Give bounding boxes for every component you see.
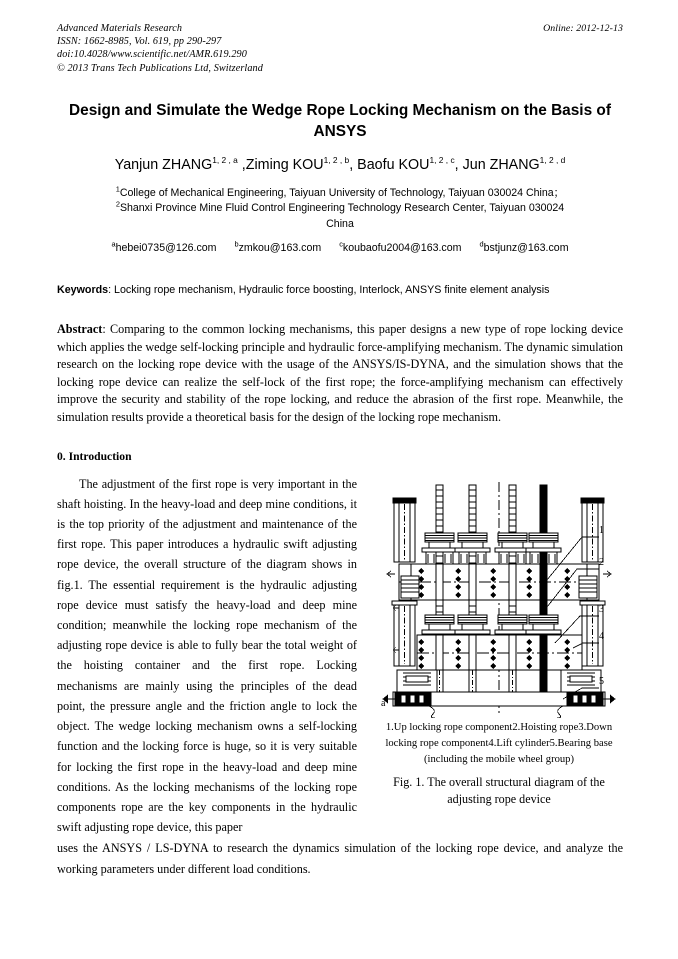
affiliation-sup: 1	[115, 184, 120, 194]
legend-line: locking rope component4.Lift cylinder5.Bearing base	[385, 738, 613, 750]
author-sup: 1, 2 , b	[323, 155, 350, 166]
callout-2: 2	[599, 556, 604, 568]
affiliation	[57, 201, 623, 217]
introduction-column-text	[57, 474, 357, 838]
figure-legend	[375, 720, 623, 769]
email-address[interactable]: koubaofu2004@163.com	[342, 241, 462, 254]
abstract-separator: :	[102, 322, 110, 337]
journal-name: Advanced Materials Research	[57, 23, 183, 34]
affiliation-text: College of Mechanical Engineering, Taiyuan University of Technology, Taiyuan 030024 China；	[119, 186, 565, 199]
author-sup: 1, 2 , c	[429, 155, 455, 166]
online-date: Online: 2012-12-13	[543, 23, 623, 34]
keywords-label: Keywords	[57, 283, 109, 296]
email-address[interactable]: hebei0735@126.com	[115, 241, 217, 254]
affiliation-sup: 2	[115, 199, 120, 209]
email-address[interactable]: bstjunz@163.com	[483, 241, 569, 254]
figure-1-drawing	[377, 480, 621, 718]
author	[246, 157, 349, 173]
keywords-separator: :	[108, 283, 115, 296]
affiliation-list	[57, 186, 623, 233]
callout-3: 3	[599, 603, 604, 615]
affiliation-text: Shanxi Province Mine Fluid Control Engineering Technology Research Center, Taiyuan 030024	[119, 202, 565, 215]
body-two-column	[57, 474, 623, 838]
email-address[interactable]: zmkou@163.com	[238, 241, 322, 254]
page-title: Design and Simulate the Wedge Rope Locking Mechanism on the Basis of ANSYS	[69, 101, 611, 140]
abstract-text: Comparing to the common locking mechanisms, this paper designs a new type of rope locking device which applies the wedge self-locking principle and hydraulic force-amplifying mechanism. The dynamic simulation research on the locking rope device with the usage of the ANSYS/IS-DYNA, and the simulation shows that the locking rope device can realize the self-lock of the first rope; the force-amplifying mechanism can effectively improve the security and stability of the rope locking, and reduce the abrasion of the first rope. Meanwhile, the simulation results provide a theoretical basis for the design of the locking rope mechanism.	[57, 322, 623, 425]
email-entry	[234, 239, 322, 254]
caption-line: Fig. 1. The overall structural diagram of the	[393, 774, 605, 789]
callout-1: 1	[599, 524, 604, 536]
author	[115, 157, 238, 173]
figure-1	[377, 480, 621, 718]
author-sup: 1, 2 , a	[212, 155, 238, 166]
callout-4: 4	[599, 630, 604, 642]
abstract-label: Abstract	[57, 322, 103, 337]
introduction-paragraph-tail: uses the ANSYS / LS-DYNA to research the dynamics simulation of the locking rope device, and analyze the working parameters under different load conditions.	[57, 841, 623, 876]
email-entry	[479, 239, 569, 254]
author-name: Ziming KOU	[245, 156, 324, 173]
author	[357, 157, 454, 173]
issn-line: ISSN: 1662-8985, Vol. 619, pp 290-297	[57, 36, 222, 48]
up-locking-rope-component-group	[422, 533, 561, 564]
upper-crossbeam	[387, 564, 611, 600]
introduction-paragraph: The adjustment of the first rope is very important in the shaft hoisting. In the heavy-load and deep mine conditions, it is the top priority of the adjustment and maintenance of the first rope. This paper introduces a hydraulic swift adjusting rope device, the overall structure of the diagram shows in fig.1. The essential requirement is the hydraulic adjusting rope device must satisfy the heavy-load and deep mine condition; meanwhile the locking rope mechanism of the adjusting rope device is able to fully bear the total weight of the hoisting container and the first rope. Locking mechanisms are mainly using the principles of the dead point, the pressure angle and the friction angle to lock the object. The wedge locking mechanism owns a self-locking function and the locking force is huge, so it is very suitable for locking the first rope in the heavy-load and deep mine conditions. As the locking mechanisms of the locking rope components rope are the key components in the hydraulic swift adjusting rope device, this paper	[57, 476, 357, 835]
affiliation	[57, 217, 623, 233]
author-separator: ,	[349, 156, 358, 173]
figure-column	[375, 474, 623, 809]
legend-line: (including the mobile wheel group)	[423, 754, 575, 766]
bearing-base	[383, 670, 615, 718]
author-sup: 1, 2 , d	[539, 155, 566, 166]
figure-caption	[375, 774, 623, 809]
email-list	[57, 241, 623, 256]
email-entry	[111, 239, 217, 254]
author-name: Baofu KOU	[357, 156, 430, 173]
email-sup: d	[479, 239, 484, 249]
author-name: Yanjun ZHANG	[114, 156, 213, 173]
callout-5: 5	[599, 675, 604, 687]
author-separator: ,	[454, 156, 463, 173]
section-heading-introduction: 0. Introduction	[57, 449, 132, 463]
doi-line: doi:10.4028/www.scientific.net/AMR.619.290	[57, 49, 247, 61]
email-sup: b	[234, 239, 239, 249]
author	[463, 157, 566, 173]
legend-line: 1.Up locking rope component2.Hoisting rope3.Down	[385, 721, 613, 733]
keywords-block	[57, 282, 623, 300]
caption-line: adjusting rope device	[447, 792, 551, 807]
lift-cylinder-top-left	[393, 498, 416, 562]
affiliation-text: China	[326, 218, 354, 230]
author-list	[57, 155, 623, 175]
keywords-text: Locking rope mechanism, Hydraulic force boosting, Interlock, ANSYS finite element analysis	[114, 283, 550, 296]
journal-header	[57, 22, 623, 75]
email-entry	[339, 239, 462, 254]
copyright-line: © 2013 Trans Tech Publications Ltd, Switzerland	[57, 62, 263, 74]
affiliation	[57, 186, 623, 202]
abstract-block	[57, 321, 623, 427]
email-sup: a	[111, 239, 116, 249]
author-name: Jun ZHANG	[462, 156, 540, 173]
email-sup: c	[339, 239, 343, 249]
author-separator: ,	[237, 156, 246, 173]
figure-side-label: a	[381, 697, 386, 709]
